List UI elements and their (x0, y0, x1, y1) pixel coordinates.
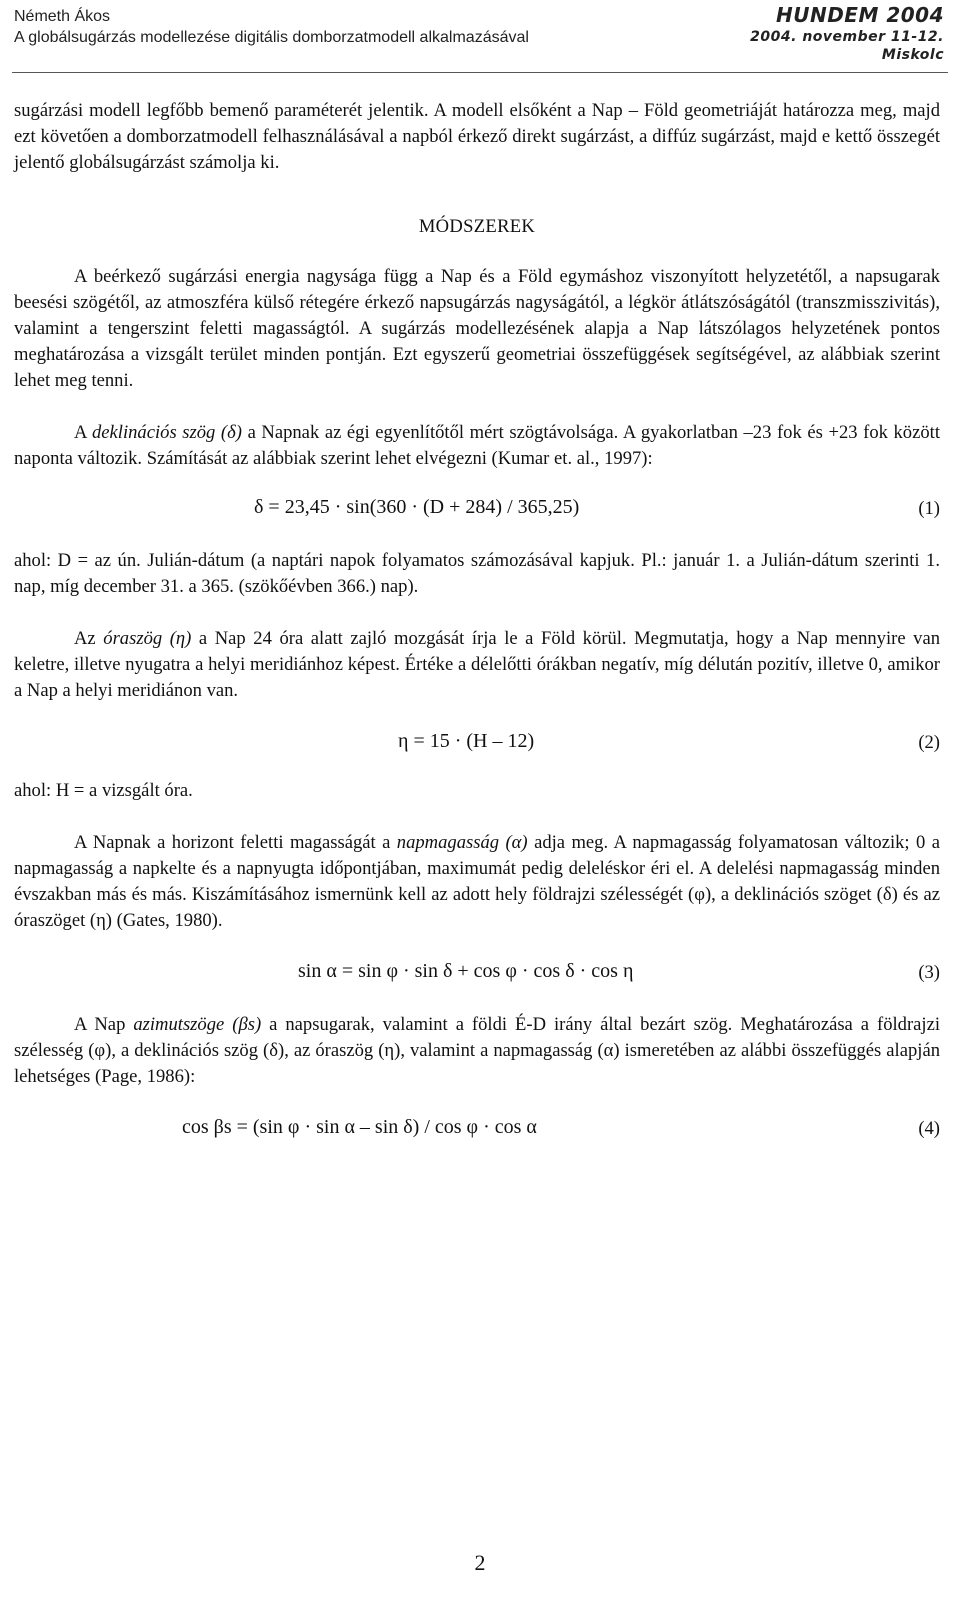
solar-altitude-term: napmagasság (α) (396, 832, 528, 853)
equation-1-formula: δ = 23,45 · sin(360 · (D + 284) / 365,25) (254, 496, 580, 518)
text-run: A Nap (74, 1014, 134, 1035)
section-heading: MÓDSZEREK (418, 216, 536, 237)
page-number: 2 (474, 1550, 486, 1575)
intro-paragraph: sugárzási modell legfőbb bemenő paraméterét jelentik. A modell elsőként a Nap – Föld geometriáját határozza meg, majd ezt követően a domborzatmodell felhasználásával a napból érkező direkt sugárzást, a diffúz sugárzást, majd e kettő összegét jelentő globálsugárzást számolja ki. (14, 100, 940, 173)
hour-note: ahol: H = a vizsgált óra. (14, 780, 193, 801)
equation-4-number: (4) (918, 1118, 940, 1139)
equation-1-number: (1) (918, 498, 940, 519)
page-body (14, 98, 940, 1150)
equation-2-formula: η = 15 · (H – 12) (398, 730, 535, 752)
solar-altitude-paragraph (14, 830, 940, 934)
text-run: A Napnak a horizont feletti magasságát a (74, 832, 397, 853)
text-run: a Napnak az égi egyenlítőtől mért szögtávolsága. A gyakorlatban –23 fok és +23 fok között naponta változik. Számítását az alábbiak szerint lehet elvégezni (Kumar et. al., 1997): (14, 422, 940, 469)
equation-4-formula: cos βs = (sin φ · sin α – sin δ) / cos φ · cos α (182, 1116, 537, 1138)
hour-angle-term: óraszög (η) (103, 628, 192, 649)
equation-2-number: (2) (918, 732, 940, 753)
equation-3-formula: sin α = sin φ · sin δ + cos φ · cos δ · cos η (298, 960, 634, 982)
azimuth-paragraph (14, 1012, 940, 1090)
text-run: A (74, 422, 92, 443)
equation-3-number: (3) (918, 962, 940, 983)
methods-paragraph-1: A beérkező sugárzási energia nagysága függ a Nap és a Föld egymáshoz viszonyított helyzetétől, a napsugarak beesési szögétől, az atmoszféra külső rétegére érkező napsugárzás nagyságától, a légkör átlátszóságától (transzmisszivitás), valamint a tengerszint feletti magasságtól. A sugárzás modellezésének alapja a Nap látszólagos helyzetének pontos meghatározása a vizsgált terület minden pontján. Ezt egyszerű geometriai összefüggések segítségével, az alábbiak szerint lehet meg tenni. (14, 266, 940, 391)
header-event: HUNDEM 2004 (775, 3, 944, 27)
azimuth-term: azimutszöge (βs) (133, 1014, 262, 1035)
text-run: Az (74, 628, 104, 649)
running-header-left (14, 6, 529, 48)
header-rule (12, 72, 948, 73)
header-city: Miskolc (881, 47, 944, 63)
equation-3 (14, 954, 940, 994)
text-run: adja meg. A napmagasság folyamatosan változik; 0 a napmagasság a napkelte és a napnyugta időpontjában, maximumát pedig deleléskor éri el. A delelési napmagasság minden évszakban más és más. Kiszámításához ismernünk kell az adott hely földrajzi szélességét (φ), a deklinációs szöget (δ) és az óraszöget (η) (Gates, 1980). (14, 832, 940, 931)
text-run: a Nap 24 óra alatt zajló mozgását írja le a Föld körül. Megmutatja, hogy a Nap mennyire van keletre, illetve nyugatra a helyi meridiánhoz képest. Értéke a délelőtti órákban negatív, míg délután pozitív, illetve 0, amikor a Nap a helyi meridiánon van. (14, 628, 940, 701)
equation-2 (14, 724, 940, 764)
header-title: A globálsugárzás modellezése digitális domborzatmodell alkalmazásával (14, 29, 529, 46)
equation-1 (14, 490, 940, 530)
header-date: 2004. november 11-12. (750, 29, 944, 45)
julian-date-note: ahol: D = az ún. Julián-dátum (a naptári napok folyamatos számozásával kapjuk. Pl.: január 1. a Julián-dátum szerinti 1. nap, míg december 31. a 365. (szökőévben 366.) nap). (14, 550, 940, 597)
declination-term: deklinációs szög (δ) (92, 422, 242, 443)
running-header-right (750, 2, 944, 64)
hour-angle-paragraph (14, 626, 940, 704)
equation-4 (14, 1110, 940, 1150)
text-run: a napsugarak, valamint a földi É-D irány által bezárt szög. Meghatározása a földrajzi szélesség (φ), a deklinációs szög (δ), az óraszög (η), valamint a napmagasság (α) ismeretében az alábbi összefüggés alapján lehetséges (Page, 1986): (14, 1014, 941, 1087)
header-author: Németh Ákos (14, 8, 111, 25)
declination-paragraph (14, 420, 940, 472)
